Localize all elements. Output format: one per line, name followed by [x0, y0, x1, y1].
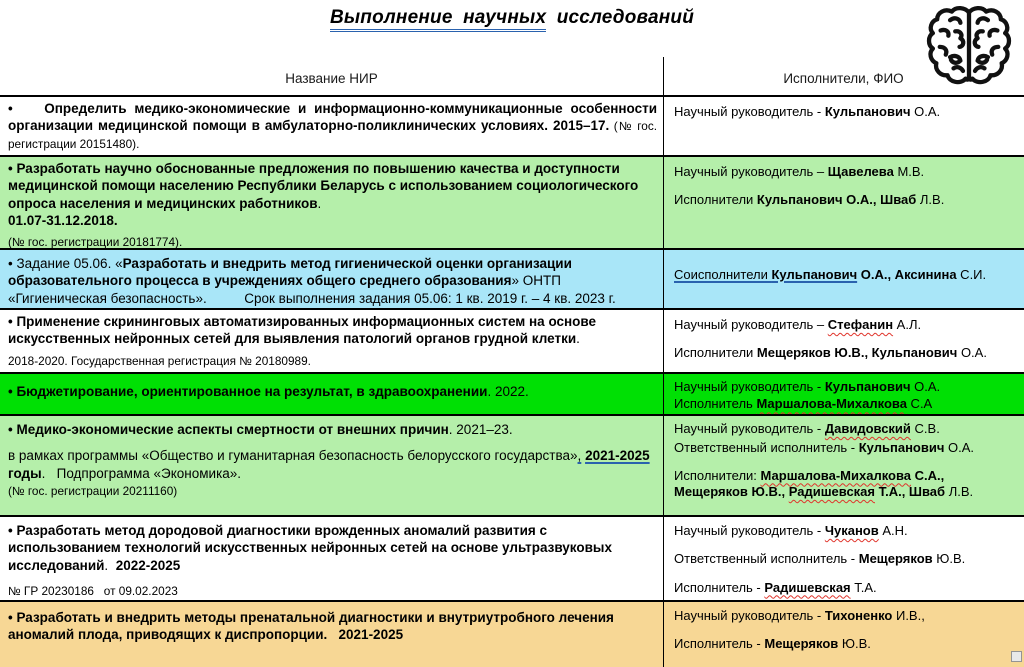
research-title-cell: [0, 374, 663, 414]
text-segment: (№ гос. регистрации 20211160): [8, 483, 178, 498]
text-segment: Л.В.: [916, 192, 945, 208]
text-segment: • Разработать метод дородовой диагностики врожденных аномалий развития с использованием технологий искусственных нейронных сетей на основе ультразвуковых исследований: [8, 523, 612, 573]
person-line: [674, 379, 1018, 395]
text-segment: • Медико-экономические аспекты смертности от внешних причин: [8, 422, 449, 437]
title-rest: исследований: [546, 7, 695, 28]
research-text: [8, 212, 657, 229]
text-segment: 2018-2020. Государственная регистрация № 20180989.: [8, 353, 311, 368]
text-segment: Чуканов: [824, 523, 879, 538]
column-header-name: Название НИР: [285, 71, 378, 86]
text-segment: Ответственный исполнитель -: [674, 440, 859, 456]
text-segment: С.В.: [910, 421, 940, 436]
text-segment: Научный руководитель -: [674, 523, 825, 538]
link-text[interactable]: ,: [577, 448, 582, 464]
table-header: [0, 0, 1024, 97]
text-segment: Научный руководитель -: [674, 379, 825, 394]
research-text: [8, 235, 657, 248]
person-line: [674, 421, 1018, 437]
executors-cell: [663, 310, 1024, 372]
text-segment: Кульпанович: [858, 440, 945, 456]
text-segment: С.А: [906, 396, 933, 412]
resize-handle[interactable]: [1011, 651, 1022, 662]
text-segment: Щавелева: [827, 164, 894, 179]
person-line: [674, 192, 1018, 208]
table-row: [0, 308, 1024, 372]
text-segment: • Задание 05.06. «: [8, 256, 123, 271]
text-segment: Научный руководитель –: [674, 164, 828, 179]
research-title-cell: [0, 517, 663, 600]
text-segment: Научный руководитель -: [674, 608, 825, 623]
text-segment: О.А.: [944, 440, 975, 456]
table-row: [0, 155, 1024, 248]
column-divider: [663, 57, 664, 95]
text-segment: Стефанин: [827, 317, 894, 332]
research-title-cell: [0, 416, 663, 515]
research-title-cell: [0, 310, 663, 372]
text-segment: Кульпанович: [871, 345, 958, 361]
person-line: [674, 104, 1018, 120]
text-segment: Т.А.: [850, 579, 877, 595]
research-text: [8, 255, 657, 307]
research-text: [8, 160, 657, 212]
text-segment: Мещеряков: [858, 551, 933, 567]
text-segment: Кульпанович: [824, 104, 911, 119]
text-segment: М.В.: [893, 164, 925, 179]
person-line: [674, 267, 1018, 283]
text-segment: Радишевская: [788, 483, 875, 499]
research-title-cell: [0, 602, 663, 667]
text-segment: Т.А., Шваб: [875, 483, 946, 499]
text-segment: Научный руководитель -: [674, 421, 825, 436]
executors-cell: [663, 374, 1024, 414]
person-line: [674, 523, 1018, 539]
text-segment: • Применение скрининговых автоматизированных информационных систем на основе искусственных нейронных сетей для выявления патологий органов грудной клетки: [8, 314, 597, 347]
text-segment: Исполнитель: [674, 396, 757, 412]
text-segment: в рамках программы «Общество и гуманитарная безопасность белорусского государства»: [8, 448, 578, 464]
research-text: [8, 484, 657, 499]
text-segment: Научный руководитель -: [674, 104, 825, 119]
text-segment: О.А.: [910, 379, 941, 394]
research-text: [8, 313, 657, 348]
text-segment: Срок выполнения задания 05.06: 1 кв. 2019 г. – 4 кв. 2023 г.: [206, 290, 616, 306]
text-segment: Исполнители: [674, 345, 757, 361]
text-segment: Исполнитель -: [674, 636, 765, 652]
table-row: [0, 600, 1024, 667]
text-segment: Маршалова-Михалкова: [760, 467, 912, 483]
text-segment: Научный руководитель –: [674, 317, 828, 332]
text-segment: Мещеряков Ю.В.,: [674, 483, 789, 499]
text-segment: .: [104, 557, 116, 573]
text-segment: 01.07-31.12.2018.: [8, 212, 118, 228]
research-title-cell: [0, 250, 663, 308]
table-row: [0, 414, 1024, 515]
person-line: [674, 608, 1018, 624]
text-segment: Кульпанович: [824, 379, 911, 394]
text-segment: И.В.,: [892, 608, 925, 623]
text-segment: 2022-2025: [115, 557, 181, 573]
text-segment: С.И.: [956, 267, 987, 282]
text-segment: Тихоненко: [824, 608, 893, 623]
text-segment: Мещеряков: [764, 636, 839, 652]
research-text: [8, 354, 657, 369]
text-segment: . 2021–23.: [448, 422, 513, 437]
text-segment: . 2022.: [487, 384, 529, 399]
executors-cell: [663, 416, 1024, 515]
text-segment: Маршалова-Михалкова: [756, 396, 907, 412]
column-header-executors: Исполнители, ФИО: [783, 71, 904, 86]
research-title-cell: [0, 97, 663, 155]
text-segment: О.А.: [957, 345, 987, 361]
text-segment: Ю.В.: [838, 636, 871, 652]
text-segment: Исполнители:: [674, 467, 761, 483]
text-segment: Разработать и внедрить метод гигиенической оценки организации образовательного процесса в учреждениях общего среднего образования: [8, 256, 572, 289]
column-headers: [0, 71, 1024, 86]
person-line: [674, 164, 1018, 180]
research-text: [8, 609, 657, 644]
text-segment: № ГР 20230186 от 09.02.2023: [8, 583, 178, 598]
text-segment: А.Л.: [893, 317, 922, 332]
text-segment: Радишевская: [764, 579, 851, 595]
text-segment: Давидовский: [824, 421, 911, 436]
executors-cell: [663, 602, 1024, 667]
table-row: [0, 372, 1024, 414]
text-segment: .: [576, 331, 580, 347]
text-segment: . Подпрограмма «Экономика».: [41, 465, 242, 481]
link-text[interactable]: Кульпанович: [771, 267, 858, 282]
text-segment: Кульпанович О.А., Шваб: [756, 192, 917, 208]
executors-cell: [663, 157, 1024, 248]
person-line: [674, 440, 1018, 456]
text-segment: (№ гос. регистрации 20181774).: [8, 235, 183, 248]
text-segment: О.А., Аксинина: [857, 267, 957, 282]
research-text: [8, 421, 657, 438]
text-segment: ,: [864, 345, 872, 361]
text-segment: • Разработать научно обоснованные предложения по повышению качества и доступности медицинской помощи населению Республики Беларусь с использованием социологического опроса населения и медицинских работников: [8, 161, 639, 211]
executors-cell: [663, 250, 1024, 308]
link-text[interactable]: Соисполнители: [674, 267, 772, 282]
page-title: [0, 0, 1024, 29]
person-line: [674, 345, 1018, 361]
executors-cell: [663, 97, 1024, 155]
person-line: [674, 551, 1018, 567]
text-segment: С.А.,: [911, 467, 945, 483]
text-segment: Л.В.: [945, 483, 974, 499]
text-segment: • Определить медико-экономические и информационно-коммуникационные особенности организации медицинской помощи в амбулаторно-поликлинических условиях. 2015–17.: [8, 101, 657, 134]
text-segment: .: [317, 195, 322, 211]
table-body: [0, 97, 1024, 667]
text-segment: Исполнители: [674, 192, 757, 208]
research-text: [8, 100, 657, 152]
text-segment: годы: [8, 465, 42, 481]
table-row: [0, 97, 1024, 155]
table-row: [0, 515, 1024, 600]
text-segment: • Бюджетирование, ориентированное на результат, в здравоохранении: [8, 384, 488, 399]
research-title-cell: [0, 157, 663, 248]
table-row: [0, 248, 1024, 308]
person-line: [674, 636, 1018, 652]
research-text: [8, 383, 657, 400]
text-segment: О.А.: [910, 104, 941, 119]
text-segment: Исполнитель -: [674, 579, 765, 595]
person-line: [674, 468, 1018, 501]
person-line: [674, 317, 1018, 333]
title-underlined: Выполнение научных: [330, 7, 546, 32]
text-segment: Ю.В.: [932, 551, 966, 567]
research-text: [8, 447, 657, 482]
text-segment: » ОНТП «Гигиеническая безопасность».: [8, 273, 561, 306]
text-segment: (№ гос. регистрации 20151480).: [8, 119, 657, 151]
link-text[interactable]: 2021-2025: [585, 448, 650, 464]
person-line: [674, 580, 1018, 596]
person-line: [674, 396, 1018, 412]
research-text: [8, 584, 657, 599]
research-text: [8, 522, 657, 574]
text-segment: А.Н.: [878, 523, 908, 538]
text-segment: Мещеряков Ю.В.: [756, 345, 865, 361]
text-segment: • Разработать и внедрить методы пренатальной диагностики и внутриутробного лечения аномалий плода, приводящих к диспропорции. 2021-2025: [8, 610, 614, 643]
text-segment: Ответственный исполнитель -: [674, 551, 859, 567]
executors-cell: [663, 517, 1024, 600]
